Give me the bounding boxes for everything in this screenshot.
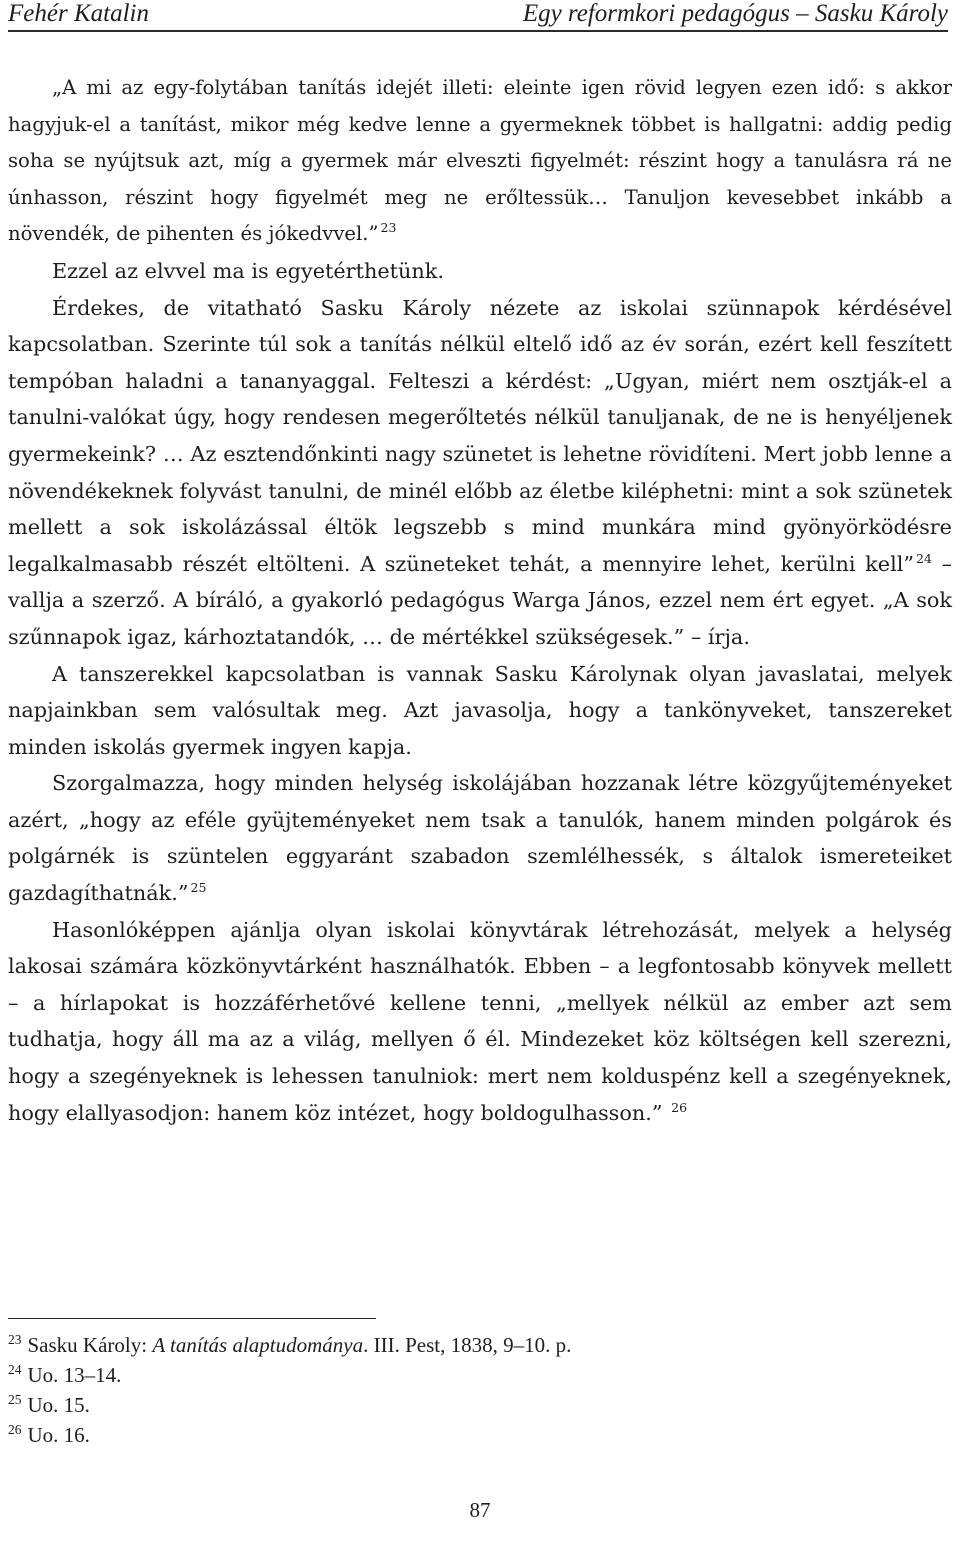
paragraph-text-cont: – vallja a szerző. A bíráló, a gyakorló pedagógus Warga János, ezzel nem ért egyet. „A sok szűnnapok igaz, kárhoztatandók, … de mértékkel szükségesek.” – írja. [8, 551, 952, 649]
footnote-ref-25: 25 [190, 880, 207, 896]
footnote-separator [8, 1318, 376, 1319]
paragraph-3 [8, 290, 952, 656]
footnote-book-title: A tanítás alaptudománya [152, 1333, 364, 1357]
footnote-text: Uo. 16. [27, 1423, 90, 1447]
footnote-number: 23 [8, 1332, 22, 1347]
footnote-ref-26: 26 [671, 1099, 688, 1115]
footnote-24 [8, 1360, 908, 1390]
body-text [8, 70, 952, 1131]
running-header [8, 0, 948, 32]
footnote-number: 24 [8, 1362, 22, 1377]
paragraph-text: „A mi az egy-folytában tanítás idejét illeti: eleinte igen rövid legyen ezen idő: s akkor hagyjuk-el a tanítást, mikor még kedve lenne a gyermeknek többet is hallgatni: addig pedig soha se nyújtsuk azt, míg a gyermek már elveszti figyelmét: részint hogy a tanulásra rá ne únhasson, részint hogy figyelmét meg ne erőltessük… Tanuljon kevesebbet inkább a növendék, de pihenten és jókedvvel.” [8, 76, 952, 246]
footnotes [8, 1330, 908, 1450]
footnote-25 [8, 1390, 908, 1420]
paragraph-6 [8, 912, 952, 1132]
footnote-23 [8, 1330, 908, 1360]
header-title: Egy reformkori pedagógus – Sasku Károly [522, 0, 948, 27]
footnote-number: 26 [8, 1422, 22, 1437]
paragraph-5 [8, 765, 952, 911]
header-author: Fehér Katalin [8, 0, 149, 27]
paragraph-text: Hasonlóképpen ajánlja olyan iskolai könyvtárak létrehozását, melyek a helység lakosai számára közkönyvtárként használhatók. Ebben – a legfontosabb könyvek mellett – a hírlapokat is hozzáférhetővé kellene tenni, „mellyek nélkül az ember azt sem tudhatja, hogy áll ma az a világ, mellyen ő él. Mindezeket köz költségen kell szerezni, hogy a szegényeknek is lehessen tanulniok: mert nem kolduspénz kell a szegényeknek, hogy elallyasodjon: hanem köz intézet, hogy boldogulhasson.” [8, 917, 952, 1125]
footnote-26 [8, 1420, 908, 1450]
paragraph-quote-1 [8, 70, 952, 253]
page-number: 87 [469, 1498, 491, 1522]
paragraph-4: A tanszerekkel kapcsolatban is vannak Sasku Károlynak olyan javaslatai, melyek napjainkban sem valósultak meg. Azt javasolja, hogy a tankönyveket, tanszereket minden iskolás gyermek ingyen kapja. [8, 661, 952, 759]
footnote-ref-24: 24 [916, 550, 932, 566]
paragraph-2: Ezzel az elvvel ma is egyetérthetünk. [52, 258, 445, 283]
footnote-text: Sasku Károly: [27, 1333, 153, 1357]
footnote-text: Uo. 13–14. [27, 1363, 122, 1387]
paragraph-text: Szorgalmazza, hogy minden helység iskolájában hozzanak létre közgyűjteményeket azért, „hogy az eféle gyüjteményeket nem tsak a tanulók, hanem minden polgárok és polgárnék is szüntelen eggyaránt szabadon szemlélhessék, s általok ismereteiket gazdagíthatnák.” [8, 771, 952, 906]
footnote-text: Uo. 15. [27, 1393, 90, 1417]
footnote-text-suffix: . III. Pest, 1838, 9–10. p. [363, 1333, 572, 1357]
footnote-ref-23: 23 [380, 220, 397, 236]
footnote-number: 25 [8, 1392, 22, 1407]
paragraph-text: Érdekes, de vitatható Sasku Károly nézete az iskolai szünnapok kérdésével kapcsolatban. Szerinte túl sok a tanítás nélkül eltelő idő az év során, ezért kell feszített tempóban haladni a tananyaggal. Felteszi a kérdést: „Ugyan, miért nem osztják-el a tanulni-valókat úgy, hogy rendesen megerőltetés nélkül tanuljanak, de ne is henyéljenek gyermekeink? … Az esztendőnkinti nagy szünetet is lehetne rövidíteni. Mert jobb lenne a növendékeknek folyvást tanulni, de minél előbb az életbe kiléphetni: mint a sok szünetek mellett a sok iskolázással éltök legszebb s mind munkára mind gyönyörködésre legalkalmasabb részét eltölteni. A szüneteket tehát, a mennyire lehet, kerülni kell” [8, 295, 952, 576]
